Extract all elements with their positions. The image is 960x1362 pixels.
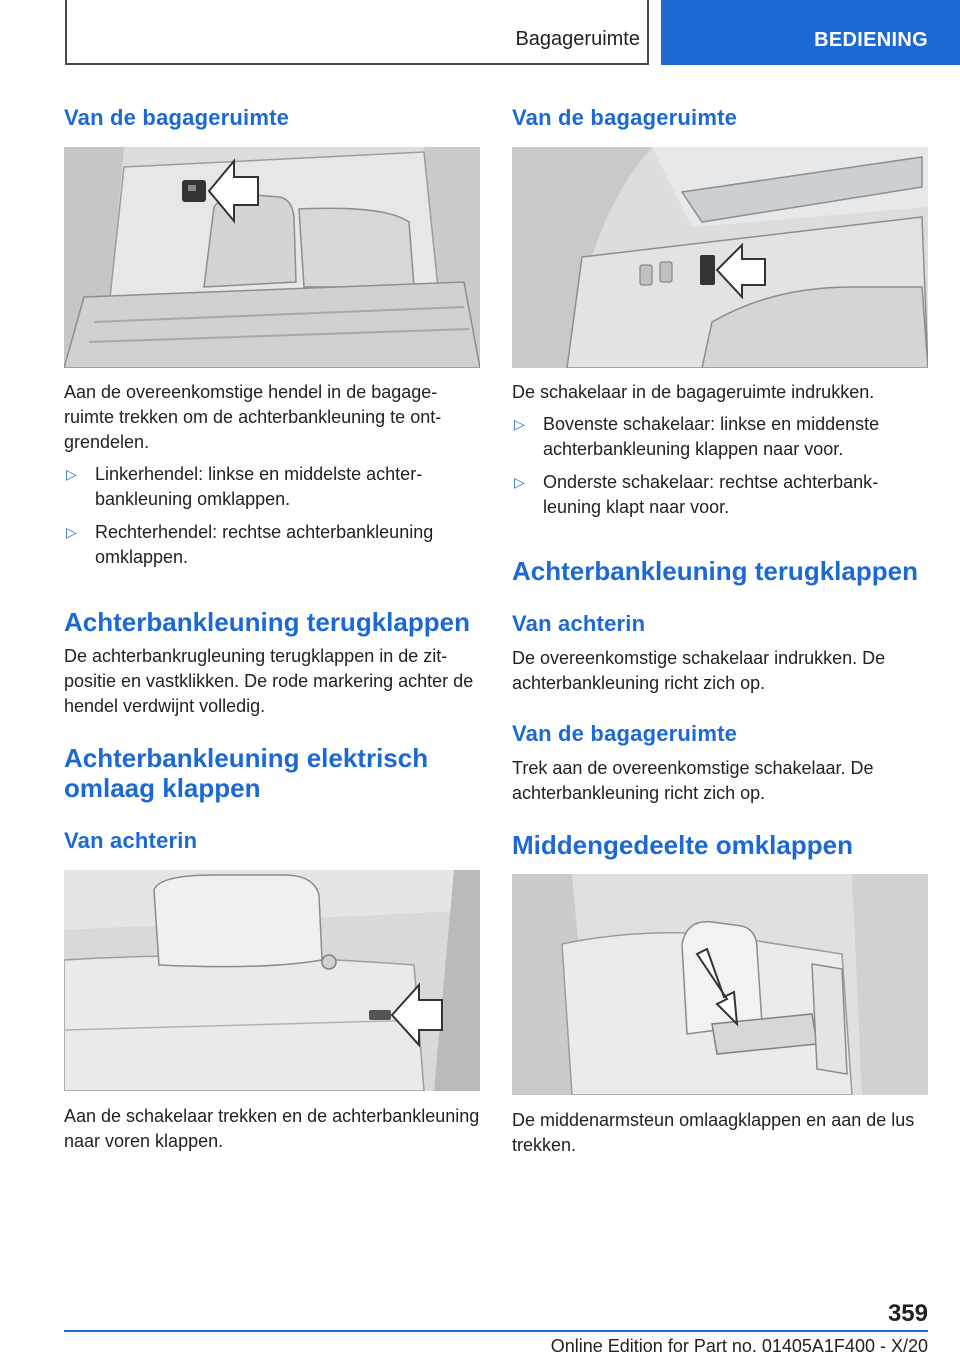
heading-middengedeelte: Middengedeelte omklappen [512,830,853,860]
heading-van-achterin: Van achterin [512,611,646,636]
footer-divider [64,1330,928,1332]
text-middenarmsteun: De middenarmsteun omlaagklappen en aan de lus trekken. [512,1110,915,1155]
bullet-triangle-icon: ▷ [66,466,77,482]
heading-elektrisch-line2: omlaag klappen [64,773,261,803]
page-number: 359 [887,1300,928,1327]
illustration-trunk-lever [64,147,480,368]
bullet-text: Onderste schakelaar: rechtse achterbankleuning klapt naar voor. [543,472,879,517]
heading-terugklappen: Achterbankleuning terugklappen [512,556,918,586]
text-terugklappen: De achterbankrugleuning terugklappen in de zitpositie en vastklikken. De rode markering achter de hendel verdwijnt volledig. [64,646,474,716]
heading-van-achterin: Van achterin [64,828,198,853]
heading-van-de-bagageruimte: Van de bagageruimte [512,105,738,130]
bullet-item [64,520,480,570]
text-achterin: De overeenkomstige schakelaar indrukken. De achterbankleuning richt zich op. [512,648,886,693]
bullet-item [512,412,928,462]
text-schakelaar-trekken: Aan de schakelaar trekken en de achterbankleuning naar voren klappen. [64,1106,480,1151]
bullet-triangle-icon: ▷ [514,474,525,490]
bullet-item [512,470,928,520]
illustration-rear-seat-switch [64,870,480,1091]
heading-terugklappen: Achterbankleuning terugklappen [64,607,470,637]
text-hendel: Aan de overeenkomstige hendel in de bagageruimte trekken om de achterbankleuning te ontgrendelen. [64,382,442,452]
chapter-tab[interactable]: BEDIENING [661,0,960,65]
illustration-trunk-switch [512,147,928,368]
bullet-text: Linkerhendel: linkse en middelste achterbankleuning omklappen. [95,464,423,509]
bullet-text: Rechterhendel: rechtse achterbankleuning omklappen. [95,522,434,567]
footer-edition: Online Edition for Part no. 01405A1F400 - X/20 [550,1336,928,1356]
illustration-center-armrest [512,874,928,1095]
bullet-item [64,462,480,512]
text-indrukken: De schakelaar in de bagageruimte indrukken. [512,382,875,402]
header-section-title: Bagageruimte [515,28,640,50]
text-bagage-2: Trek aan de overeenkomstige schakelaar. De achterbankleuning richt zich op. [512,758,874,803]
heading-van-de-bagageruimte-2: Van de bagageruimte [512,721,738,746]
bullet-triangle-icon: ▷ [66,524,77,540]
bullet-triangle-icon: ▷ [514,416,525,432]
heading-van-de-bagageruimte: Van de bagageruimte [64,105,290,130]
heading-elektrisch-line1: Achterbankleuning elektrisch [64,743,429,773]
bullet-text: Bovenste schakelaar: linkse en middenste achterbankleuning klappen naar voor. [543,414,880,459]
